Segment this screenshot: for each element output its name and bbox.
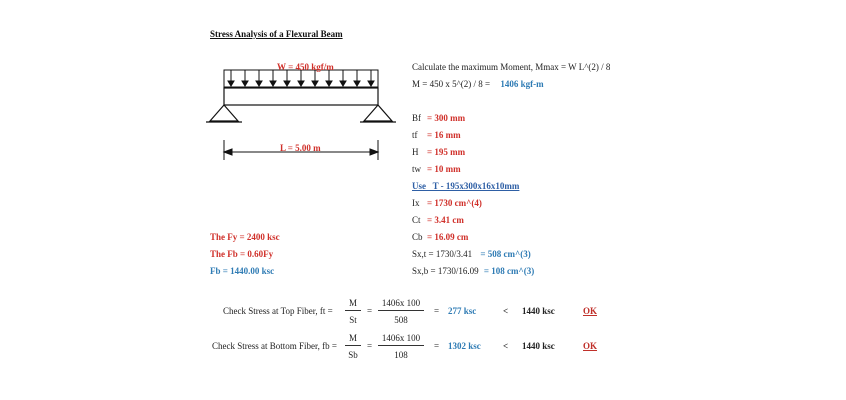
equals-sign: = [434,341,440,351]
frac2-numerator: 1406x 100 [381,333,421,343]
load-arrows [228,70,374,86]
frac2-line [378,310,424,311]
moment-formula: Calculate the maximum Moment, Mmax = W L^(2) / 8 [412,62,611,72]
frac2-numerator: 1406x 100 [381,298,421,308]
section-modulus-bottom: Sx,b = 1730/16.09 = 108 cm^(3) [412,266,535,276]
status-ok: OK [583,341,598,351]
prop-h: H = 195 mm [412,147,466,157]
allowable-value: 1440 ksc [522,341,555,351]
moment-calc-prefix: M = 450 x 5^(2) / 8 = [412,79,491,89]
allowable-value: 1440 ksc [522,306,555,316]
prop-tf: tf = 16 mm [412,130,461,140]
less-than-sign: < [503,306,509,316]
check-label: Check Stress at Top Fiber, ft = [223,306,333,316]
frac1-numerator: M [348,333,357,343]
section-modulus-top: Sx,t = 1730/3.41 = 508 cm^(3) [412,249,531,259]
allowable-formula: The Fb = 0.60Fy [210,249,274,259]
check-label: Check Stress at Bottom Fiber, fb = [212,341,337,351]
prop-ct: Ct = 3.41 cm [412,215,464,225]
frac2-denominator: 108 [394,350,408,360]
frac1-denominator: Sb [348,350,358,360]
page-title: Stress Analysis of a Flexural Beam [210,29,343,39]
prop-tw: tw = 10 mm [412,164,461,174]
beam [224,88,378,105]
stress-result: 277 ksc [448,306,477,316]
right-support [360,105,396,122]
load-label: W = 450 kgf/m [277,62,334,72]
yield-strength: The Fy = 2400 ksc [210,232,280,242]
frac2-line [378,345,424,346]
equals-sign: = [434,306,440,316]
frac1-line [345,310,361,311]
frac1-line [345,345,361,346]
frac1-denominator: St [349,315,357,325]
frac1-numerator: M [348,298,357,308]
prop-ix: Ix = 1730 cm^(4) [412,198,482,208]
equals-sign: = [367,306,373,316]
section-use-label: Use T - 195x300x16x10mm [412,181,520,191]
status-ok: OK [583,306,598,316]
span-label: L = 5.00 m [280,143,321,153]
less-than-sign: < [503,341,509,351]
stress-result: 1302 ksc [448,341,481,351]
frac2-denominator: 508 [394,315,408,325]
allowable-stress: Fb = 1440.00 ksc [210,266,275,276]
prop-bf: Bf = 300 mm [412,113,466,123]
prop-cb: Cb = 16.09 cm [412,232,469,242]
left-support [206,105,242,122]
equals-sign: = [367,341,373,351]
moment-calc [412,79,544,89]
moment-result: 1406 kgf-m [500,79,544,89]
